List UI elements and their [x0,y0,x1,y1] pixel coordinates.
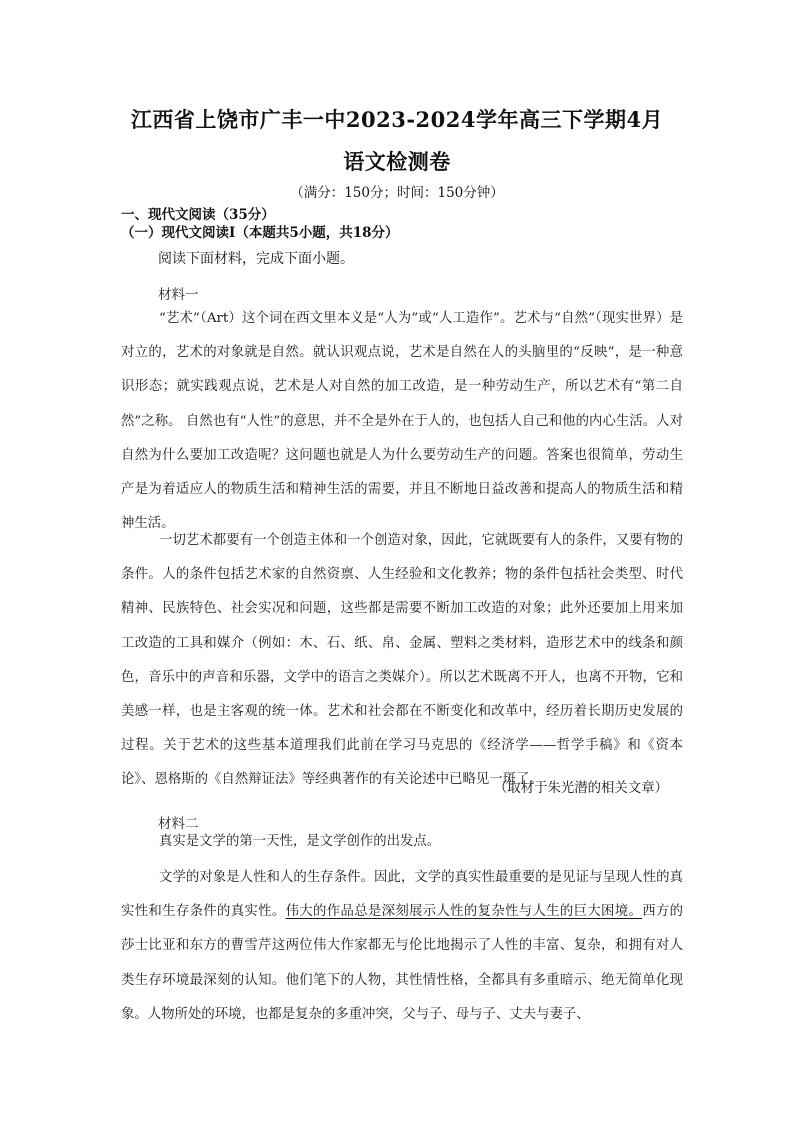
reading-instruction: 阅读下面材料，完成下面小题。 [158,251,354,267]
material1-label: 材料一 [158,287,199,303]
material1-paragraph2 [121,524,683,798]
section-subheading: （一）现代文阅读Ⅰ（本题共5小题，共18分） [121,225,399,241]
exam-title-line1: 江西省上饶市广丰一中2023-2024学年高三下学期4月 [130,107,664,132]
material2-paragraph1 [121,825,683,859]
section-heading: 一、现代文阅读（35分） [121,207,275,223]
material1-source: （取材于朱光潜的相关文章） [493,781,668,796]
material2-paragraph2 [121,861,683,1032]
material1-paragraph1-text: “艺术”（Art）这个词在西文里本义是“人为”或“人工造作”。艺术与“自然”（现实世界）是对立的，艺术的对象就是自然。就认识观点说，艺术是自然在人的头脑里的“反映”，是一种意识形态；就实践观点说，艺术是人对自然的加工改造，是一种劳动生产，所以艺术有“第二自然”之称。 自然也有“人性”的意思，并不全是外在于人的，也包括人自己和他的内心生活。人对自然为什么要加工改造呢？这问题也就是人为什么要劳动生产的问题。答案也很简单，劳动生产是为着适应人的物质生活和精神生活的需要，并且不断地日益改善和提高人的物质生活和精神生活。 [121,311,683,532]
material2-underlined-sentence: 伟大的作品总是深刻展示人性的复杂性与人生的巨大困境。 [285,904,643,920]
material2-paragraph1-text: 真实是文学的第一天性，是文学创作的出发点。 [159,834,441,849]
material2-paragraph2-text-b: 西方的莎士比亚和东方的曹雪芹这两位伟大作家都无与伦比地揭示了人性的丰富、复杂，和拥有对人类生存环境最深刻的认知。他们笔下的人物，其性情性格，全都具有多重暗示、绝无简单化现象。人物所处的环境，也都是复杂的多重冲突，父与子、母与子、丈夫与妻子、 [121,904,684,1022]
exam-title-line2: 语文检测卷 [343,149,451,174]
material1-paragraph1 [121,302,683,541]
material2-label: 材料二 [158,816,199,832]
material1-paragraph2-text: 一切艺术都要有一个创造主体和一个创造对象，因此，它就既要有人的条件，又要有物的条件。人的条件包括艺术家的自然资禀、人生经验和文化教养；物的条件包括社会类型、时代精神、民族特色、社会实况和问题，这些都是需要不断加工改造的对象；此外还要加上用来加工改造的工具和媒介（例如：木、石、纸、帛、金属、塑料之类材料，造形艺术中的线条和颜色，音乐中的声音和乐器，文学中的语言之类媒介）。所以艺术既离不开人，也离不开物，它和美感一样，也是主客观的统一体。艺术和社会都在不断变化和改革中，经历着长期历史发展的过程。关于艺术的这些基本道理我们此前在学习马克思的《经济学——哲学手稿》和《资本论》、恩格斯的《自然辩证法》等经典著作的有关论述中已略见一斑了。 [121,533,683,788]
material2-paragraph2-text-a: 文学的对象是人性和人的生存条件。因此，文学的真实性最重要的是见证与呈现人性的真实性和生存条件的真实性。 [121,870,683,920]
score-time-info: （满分：150分；时间：150分钟） [290,185,504,201]
